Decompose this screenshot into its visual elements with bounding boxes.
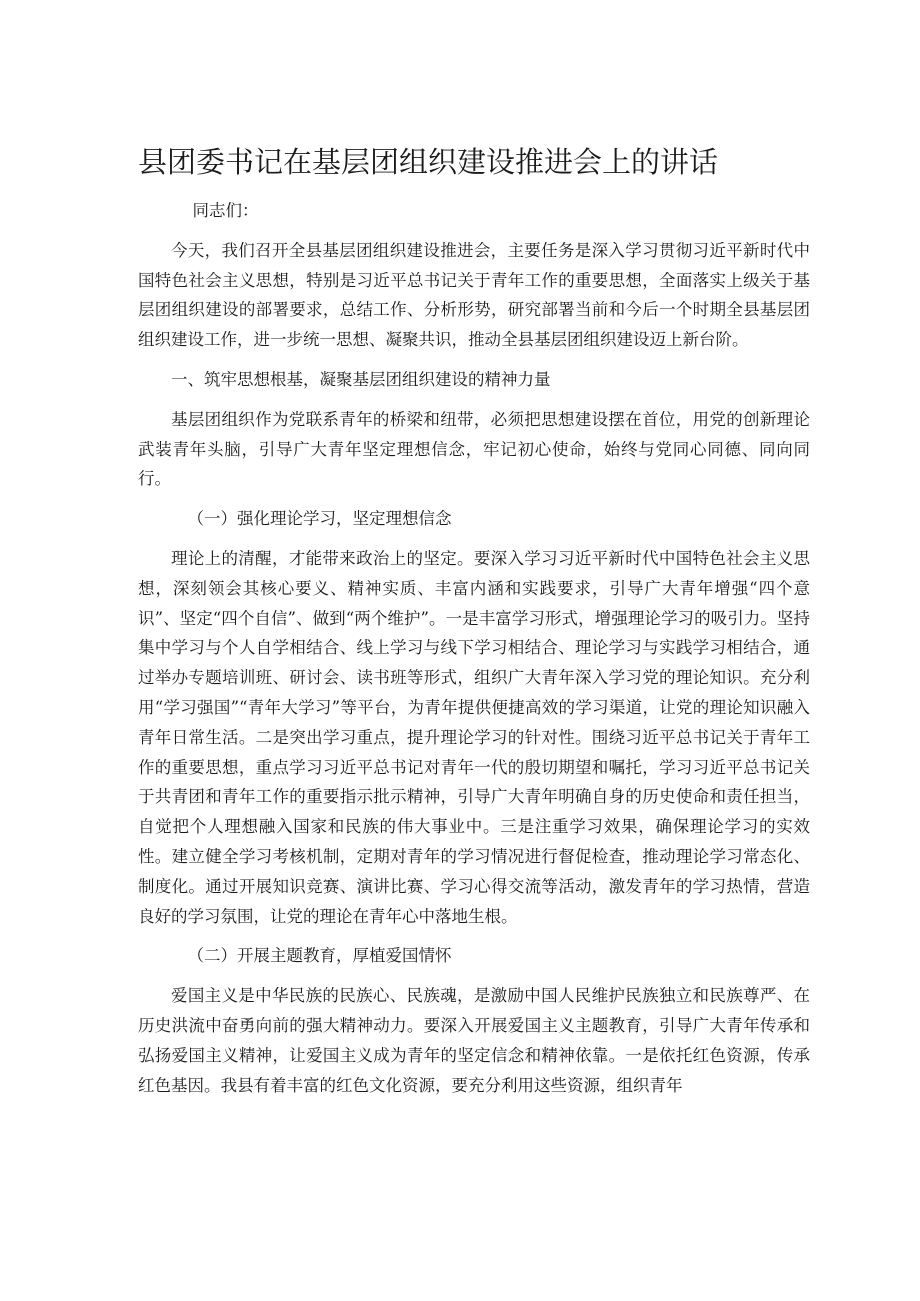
subsection-heading-2: （二）开展主题教育，厚植爱国情怀 [187, 946, 452, 966]
document-body [138, 140, 810, 1110]
document-title: 县团委书记在基层团组织建设推进会上的讲话 [138, 145, 719, 179]
paragraph-subsection-1: 理论上的清醒，才能带来政治上的坚定。要深入学习习近平新时代中国特色社会主义思想，深刻领会其核心要义、精神实质、丰富内涵和实践要求，引导广大青年增强“四个意识”、坚定“四个自信”、做到“两个维护”。一是丰富学习形式，增强理论学习的吸引力。坚持集中学习与个人自学相结合、线上学习与线下学习相结合、理论学习与实践学习相结合，通过举办专题培训班、研讨会、读书班等形式，组织广大青年深入学习党的理论知识。充分利用“学习强国”“青年大学习”等平台，为青年提供便捷高效的学习渠道，让党的理论知识融入青年日常生活。二是突出学习重点，提升理论学习的针对性。围绕习近平总书记关于青年工作的重要思想，重点学习习近平总书记对青年一代的殷切期望和嘱托，学习习近平总书记关于共青团和青年工作的重要指示批示精神，引导广大青年明确自身的历史使命和责任担当，自觉把个人理想融入国家和民族的伟大事业中。三是注重学习效果，确保理论学习的实效性。建立健全学习考核机制，定期对青年的学习情况进行督促检查，推动理论学习常态化、制度化。通过开展知识竞赛、演讲比赛、学习心得交流等活动，激发青年的学习热情，营造良好的学习氛围，让党的理论在青年心中落地生根。 [138, 548, 810, 926]
salutation: 同志们： [192, 201, 259, 220]
paragraph-section-1-intro: 基层团组织作为党联系青年的桥梁和纽带，必须把思想建设摆在首位，用党的创新理论武装青年头脑，引导广大青年坚定理想信念，牢记初心使命，始终与党同心同德、同向同行。 [138, 409, 810, 489]
subsection-heading-1: （一）强化理论学习，坚定理想信念 [187, 509, 452, 529]
section-heading-1: 一、筑牢思想根基，凝聚基层团组织建设的精神力量 [171, 369, 551, 389]
paragraph-subsection-2: 爱国主义是中华民族的民族心、民族魂，是激励中国人民维护民族独立和民族尊严、在历史洪流中奋勇向前的强大精神动力。要深入开展爱国主义主题教育，引导广大青年传承和弘扬爱国主义精神，让爱国主义成为青年的坚定信念和精神依靠。一是依托红色资源，传承红色基因。我县有着丰富的红色文化资源，要充分利用这些资源，组织青年 [138, 986, 810, 1095]
paragraph-intro: 今天，我们召开全县基层团组织建设推进会，主要任务是深入学习贯彻习近平新时代中国特色社会主义思想，特别是习近平总书记关于青年工作的重要思想，全面落实上级关于基层团组织建设的部署要求，总结工作、分析形势，研究部署当前和今后一个时期全县基层团组织建设工作，进一步统一思想、凝聚共识，推动全县基层团组织建设迈上新台阶。 [138, 240, 810, 350]
